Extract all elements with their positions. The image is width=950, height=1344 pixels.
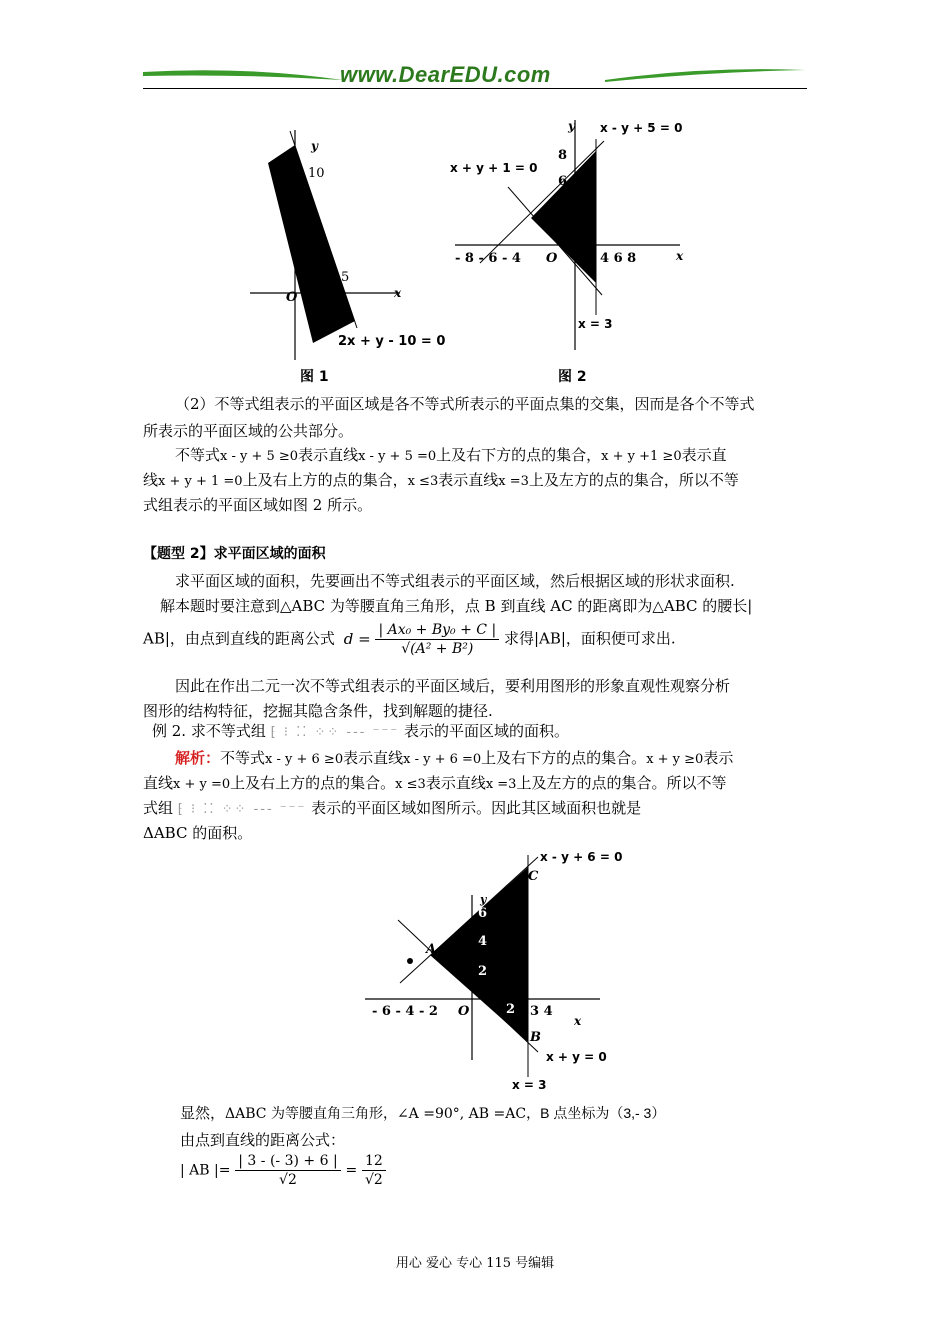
solution-text: 表示: [703, 749, 734, 767]
fig1-origin: O: [286, 290, 298, 305]
page-footer: 用心 爱心 专心 115 号编辑: [395, 1256, 555, 1271]
ab-fraction-2: [362, 1152, 386, 1189]
fig1-tick-10: 10: [308, 166, 325, 181]
fig2-x-label: x: [676, 249, 684, 263]
solution-math: x + y =0: [173, 777, 231, 792]
example2-text: 例 2. 求不等式组: [152, 722, 266, 740]
header-swoosh-right: [605, 64, 805, 84]
fig1-caption: 图 1: [300, 369, 329, 385]
fig3-tick-2b: 2: [506, 1002, 516, 1017]
conclusion-formula: [180, 1152, 386, 1189]
fig3-tick-6: 6: [478, 906, 488, 921]
fig2-line-c-label: x = 3: [578, 317, 613, 331]
fig2-shaded-region: [531, 151, 596, 283]
header-swoosh-left: [143, 64, 343, 84]
solution-text: 表示的平面区域如图所示。因此其区域面积也就是: [311, 799, 642, 817]
solution-math: x =3: [485, 777, 517, 792]
solution-text: 表示直线: [425, 774, 486, 792]
solution-line2: [143, 770, 726, 798]
distance-formula: [375, 621, 499, 658]
fig2-caption: 图 2: [558, 369, 587, 385]
solution-line1: [175, 745, 733, 773]
ab-numerator-2: 12: [362, 1152, 386, 1171]
ab-fraction-1: [235, 1152, 340, 1189]
fig3-origin: O: [458, 1004, 470, 1019]
conclusion-line2: 由点到直线的距离公式：: [180, 1131, 346, 1149]
para2-math: x + y +1 ≥0: [601, 449, 682, 464]
para2-text: 线: [143, 471, 159, 489]
section2-title: 【题型 2】求平面区域的面积: [143, 546, 326, 562]
fig3-tick-2: 2: [478, 964, 488, 979]
header-rule: [143, 88, 807, 89]
example2-line: [152, 718, 569, 746]
para2-math: x =3: [498, 474, 529, 489]
section2-text: AB|，由点到直线的距离公式: [143, 629, 335, 648]
para2-text: 不等式: [175, 446, 221, 464]
conclusion-text: B 点坐标为（3,- 3）: [540, 1105, 666, 1121]
para2-line1: [175, 442, 727, 470]
fig3-x-label: x: [574, 1014, 582, 1028]
para2-text: 上及左方的点的集合，所以不等: [528, 471, 739, 489]
ab-equals: =: [345, 1162, 358, 1179]
fig3-tick-4: 4: [478, 934, 488, 949]
fig2-ticks-pos: 4 6 8: [600, 251, 637, 266]
fig3-dot: [407, 958, 413, 964]
section2-line5: 图形的结构特征，挖掘其隐含条件，找到解题的捷径.: [143, 702, 493, 720]
example2-system-glyphs: ⁅ ⁝ ⁚⁚ ⁘⁘ ‐‐‐ ⁻⁻⁻: [270, 725, 400, 740]
conclusion-line1: [180, 1100, 665, 1127]
fig1-y-label: y: [311, 139, 318, 153]
para2-text: 上及右下方的点的集合，: [436, 446, 602, 464]
para1-line1: （2）不等式组表示的平面区域是各不等式所表示的平面点集的交集，因而是各个不等式: [175, 395, 755, 413]
solution-math: x - y + 6 =0: [403, 752, 482, 767]
solution-text: 表示直线: [343, 749, 404, 767]
para2-line2: [143, 467, 739, 495]
solution-line4: ΔABC 的面积。: [143, 824, 253, 842]
para2-math: x + y + 1 =0: [158, 474, 243, 489]
ab-numerator-1: | 3 - (- 3) + 6 |: [235, 1152, 340, 1171]
para2-math: x - y + 5 ≥0: [220, 449, 299, 464]
conclusion-math: ΔABC 为等腰直角三角形，∠A =90°, AB =AC，: [225, 1106, 541, 1122]
para2-math: x ≤3: [407, 474, 439, 489]
para1-line2: 所表示的平面区域的公共部分。: [143, 422, 354, 440]
solution-label: 解析：: [175, 749, 221, 767]
fig2-tick-8: 8: [558, 148, 568, 163]
figure-1: [250, 125, 465, 390]
fig3-point-a: A: [426, 942, 437, 957]
fig3-point-c: C: [528, 869, 539, 884]
ab-label: | AB |=: [180, 1162, 231, 1179]
formula-denominator: √(A² + B²): [401, 641, 474, 657]
figure-2: [450, 115, 700, 390]
solution-text: 式组: [143, 799, 174, 817]
section2-text: 求得|AB|，面积便可求出.: [503, 629, 676, 648]
solution-text: 上及左方的点的集合。所以不等: [516, 774, 727, 792]
solution-system-glyphs: ⁅ ⁝ ⁚⁚ ⁘⁘ ‐‐‐ ⁻⁻⁻: [177, 802, 307, 817]
para2-text: 表示直线: [298, 446, 359, 464]
conclusion-text: 显然，: [180, 1104, 226, 1122]
header-brand: www.DearEDU.com: [340, 62, 551, 87]
fig2-line-b-label: x + y + 1 = 0: [450, 161, 538, 175]
solution-math: x ≤3: [395, 777, 426, 792]
fig1-x-label: x: [394, 286, 402, 300]
fig3-y-label: y: [480, 893, 487, 906]
para2-text: 表示直: [681, 446, 727, 464]
solution-text: 直线: [143, 774, 174, 792]
section2-line2: 解本题时要注意到△ABC 为等腰直角三角形，点 B 到直线 AC 的距离即为△ABC 的腰长|: [160, 597, 753, 615]
fig3-ticks-neg: - 6 - 4 - 2: [372, 1004, 438, 1019]
fig2-line-a-label: x - y + 5 = 0: [600, 121, 683, 135]
solution-text: 上及右上方的点的集合。: [230, 774, 396, 792]
example2-text: 表示的平面区域的面积。: [404, 722, 570, 740]
ab-denominator-2: √2: [364, 1172, 383, 1188]
formula-numerator: | Ax₀ + By₀ + C |: [375, 621, 499, 640]
fig2-ticks-neg: - 8 - 6 - 4: [455, 251, 521, 266]
para2-text: 表示直线: [438, 471, 499, 489]
section2-line3: [143, 621, 676, 658]
solution-text: 上及右下方的点的集合。: [481, 749, 647, 767]
solution-text: 不等式: [220, 749, 266, 767]
solution-math: x - y + 6 ≥0: [265, 752, 344, 767]
ab-denominator-1: √2: [279, 1172, 297, 1188]
solution-line3: [143, 795, 641, 823]
para2-line3: 式组表示的平面区域如图 2 所示。: [143, 496, 373, 514]
fig3-line-a-label: x - y + 6 = 0: [540, 850, 623, 864]
fig3-line-b-label: x + y = 0: [546, 1050, 607, 1064]
figure-3: [360, 845, 630, 1095]
para2-text: 上及右上方的点的集合，: [242, 471, 408, 489]
section2-line1: 求平面区域的面积，先要画出不等式组表示的平面区域，然后根据区域的形状求面积.: [175, 572, 735, 590]
fig2-y-label: y: [568, 119, 575, 133]
fig3-point-b: B: [530, 1030, 541, 1045]
formula-d: d =: [343, 629, 371, 648]
fig3-line-c-label: x = 3: [512, 1078, 547, 1092]
solution-math: x + y ≥0: [646, 752, 704, 767]
fig1-tick-5: 5: [341, 270, 350, 285]
para2-math: x - y + 5 =0: [358, 449, 437, 464]
fig1-line-label: 2x + y - 10 = 0: [338, 334, 446, 349]
section2-line4: 因此在作出二元一次不等式组表示的平面区域后，要利用图形的形象直观性观察分析: [175, 677, 731, 695]
fig3-ticks-pos: 3 4: [530, 1004, 553, 1019]
fig2-origin: O: [546, 251, 558, 266]
fig2-tick-6: 6: [558, 174, 568, 189]
